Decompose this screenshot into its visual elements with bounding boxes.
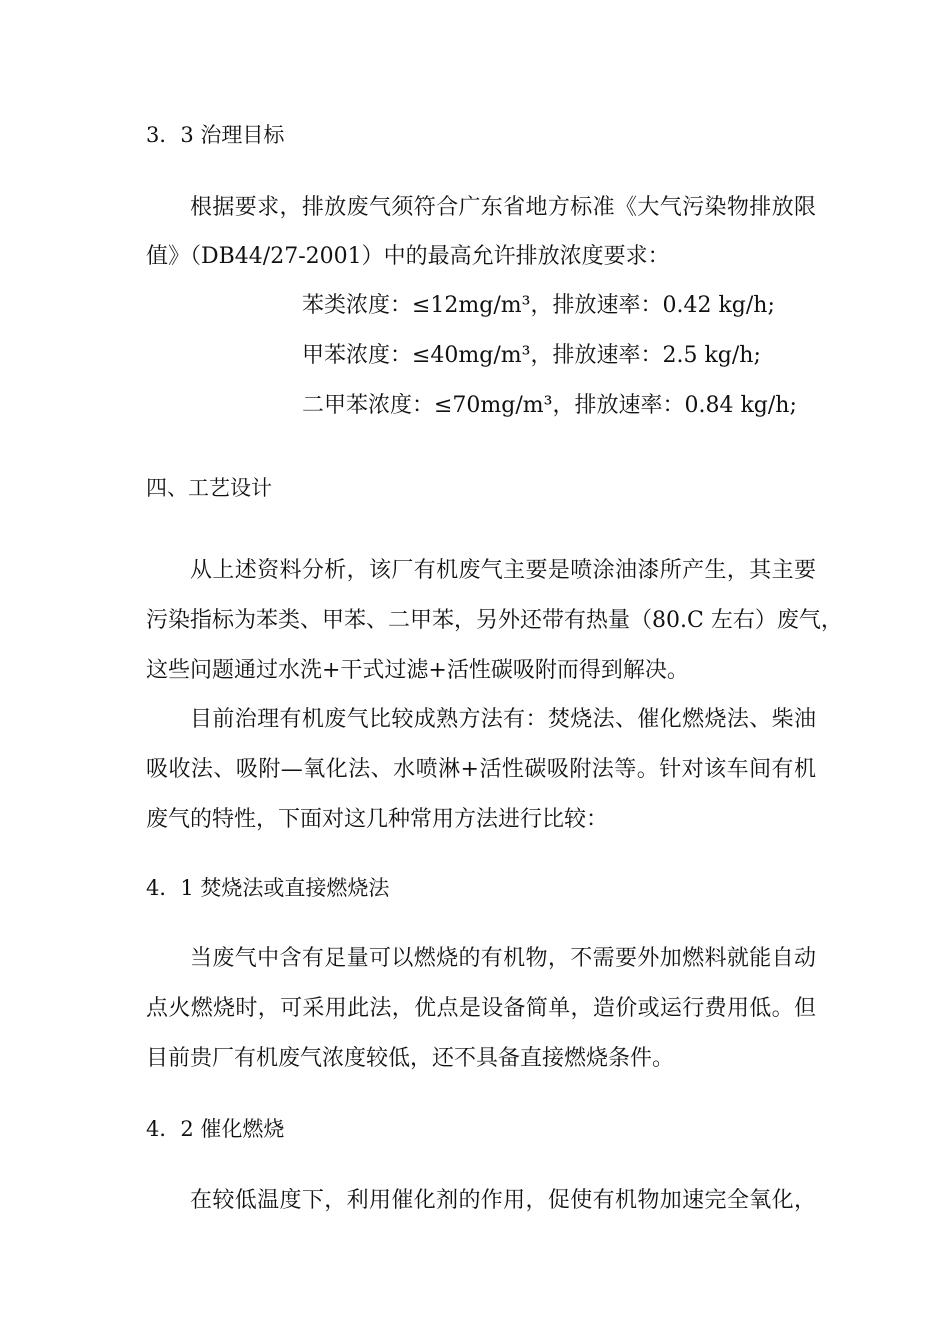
paragraph-line: 这些问题通过水洗+干式过滤+活性碳吸附而得到解决。 — [146, 658, 689, 683]
paragraph-line: 污染指标为苯类、甲苯、二甲苯，另外还带有热量（80.C 左右）废气， — [146, 608, 843, 633]
paragraph-line: 目前治理有机废气比较成熟方法有：焚烧法、催化燃烧法、柴油 — [190, 707, 816, 732]
paragraph-line: 从上述资料分析，该厂有机废气主要是喷涂油漆所产生，其主要 — [190, 558, 816, 583]
limit-xylene: 二甲苯浓度：≤70mg/m³，排放速率：0.84 kg/h; — [302, 393, 797, 418]
paragraph-line: 在较低温度下，利用催化剂的作用，促使有机物加速完全氧化， — [190, 1188, 816, 1213]
paragraph-line: 当废气中含有足量可以燃烧的有机物，不需要外加燃料就能自动 — [190, 946, 816, 971]
section-heading-4-2: 4．2 催化燃烧 — [146, 1117, 285, 1141]
paragraph-line: 根据要求，排放废气须符合广东省地方标准《大气污染物排放限 — [190, 195, 816, 220]
paragraph-line: 点火燃烧时，可采用此法，优点是设备简单，造价或运行费用低。但 — [146, 996, 816, 1021]
paragraph-line: 吸收法、吸附—氧化法、水喷淋+活性碳吸附法等。针对该车间有机 — [146, 757, 816, 782]
limit-toluene: 甲苯浓度：≤40mg/m³，排放速率：2.5 kg/h; — [302, 343, 761, 368]
section-heading-4: 四、工艺设计 — [146, 476, 272, 500]
limit-benzene: 苯类浓度：≤12mg/m³，排放速率：0.42 kg/h; — [302, 293, 775, 318]
paragraph-line: 废气的特性，下面对这几种常用方法进行比较： — [146, 807, 609, 832]
paragraph-line: 目前贵厂有机废气浓度较低，还不具备直接燃烧条件。 — [146, 1046, 675, 1071]
section-heading-4-1: 4．1 焚烧法或直接燃烧法 — [146, 876, 390, 900]
section-heading-3-3: 3．3 治理目标 — [146, 123, 285, 147]
paragraph-line: 值》（DB44/27-2001）中的最高允许排放浓度要求： — [146, 244, 670, 269]
